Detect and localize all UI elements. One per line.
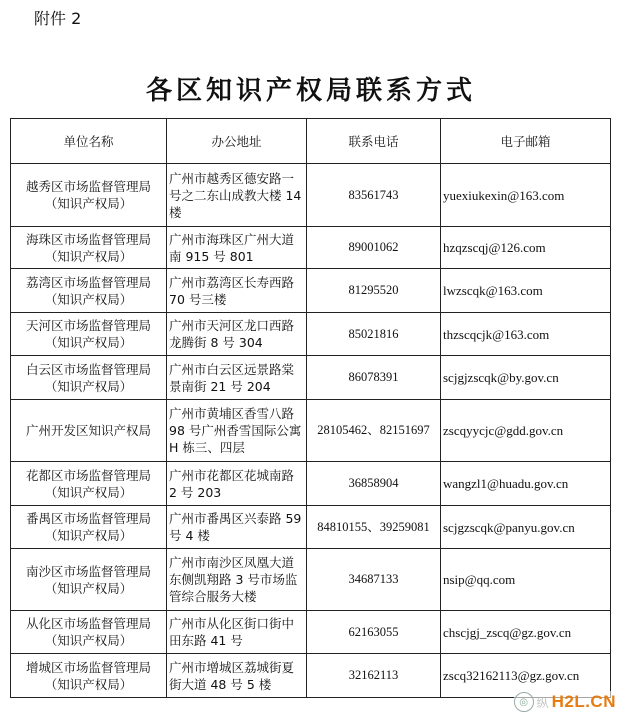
email-cell: thzscqcjk@163.com <box>441 313 611 356</box>
header-address: 办公地址 <box>167 119 307 164</box>
unit-cell <box>11 227 167 269</box>
unit-subname: （知识产权局） <box>44 528 133 543</box>
contacts-table <box>10 118 611 698</box>
phone-cell: 36858904 <box>307 462 441 506</box>
unit-subname: （知识产权局） <box>44 484 133 500</box>
unit-name: 荔湾区市场监督管理局 <box>25 274 151 290</box>
phone-cell: 89001062 <box>307 227 441 269</box>
unit-cell <box>11 313 167 356</box>
unit-subname: （知识产权局） <box>44 633 133 648</box>
address-cell: 广州市白云区远景路棠景南街 21 号 204 <box>167 356 307 400</box>
email-cell: scjgjzscqk@by.gov.cn <box>441 356 611 400</box>
table-row <box>11 227 611 269</box>
unit-cell <box>11 356 167 400</box>
phone-cell: 83561743 <box>307 164 441 227</box>
attachment-label: 附件 2 <box>34 9 82 28</box>
table-row <box>11 356 611 400</box>
unit-cell <box>11 549 167 611</box>
watermark-brand: H2L.CN <box>551 692 616 711</box>
address-cell: 广州市黄埔区香雪八路 98 号广州香雪国际公寓 H 栋三、四层 <box>167 400 307 462</box>
unit-cell <box>11 506 167 549</box>
email-cell: scjgzscqk@panyu.gov.cn <box>441 506 611 549</box>
unit-name: 天河区市场监督管理局 <box>25 318 151 333</box>
table-row <box>11 164 611 227</box>
phone-cell: 86078391 <box>307 356 441 400</box>
page-title: 各区知识产权局联系方式 <box>145 76 476 106</box>
unit-cell <box>11 400 167 462</box>
email-cell: lwzscqk@163.com <box>441 269 611 313</box>
address-cell: 广州市南沙区凤凰大道东侧凯翔路 3 号市场监管综合服务大楼 <box>167 549 307 611</box>
unit-subname: （知识产权局） <box>44 196 133 211</box>
phone-cell: 84810155、39259081 <box>307 506 441 549</box>
table-row <box>11 611 611 654</box>
table-row <box>11 400 611 462</box>
table-header-row <box>11 119 611 164</box>
unit-name: 花都区市场监督管理局 <box>25 467 151 483</box>
email-cell: nsip@qq.com <box>441 549 611 611</box>
email-cell: zscqyycjc@gdd.gov.cn <box>441 400 611 462</box>
phone-cell: 34687133 <box>307 549 441 611</box>
phone-cell: 85021816 <box>307 313 441 356</box>
unit-name: 番禺区市场监督管理局 <box>25 511 151 526</box>
unit-name: 广州开发区知识产权局 <box>25 423 151 438</box>
address-cell: 广州市越秀区德安路一号之二东山成教大楼 14 楼 <box>167 164 307 227</box>
table-row <box>11 313 611 356</box>
table-row <box>11 462 611 506</box>
header-unit: 单位名称 <box>11 119 167 164</box>
table-row <box>11 269 611 313</box>
unit-subname: （知识产权局） <box>44 291 133 307</box>
unit-name: 海珠区市场监督管理局 <box>25 231 151 247</box>
header-email: 电子邮箱 <box>441 119 611 164</box>
watermark-text: 纵 <box>536 695 549 710</box>
phone-cell: 32162113 <box>307 654 441 698</box>
unit-name: 从化区市场监督管理局 <box>25 616 151 631</box>
watermark <box>514 691 616 713</box>
unit-name: 增城区市场监督管理局 <box>25 659 151 675</box>
wechat-badge-icon: ◎ <box>514 692 534 712</box>
unit-subname: （知识产权局） <box>44 676 133 692</box>
email-cell: hzqzscqj@126.com <box>441 227 611 269</box>
unit-subname: （知识产权局） <box>44 335 133 350</box>
header-phone: 联系电话 <box>307 119 441 164</box>
unit-cell <box>11 269 167 313</box>
unit-name: 南沙区市场监督管理局 <box>25 563 151 579</box>
address-cell: 广州市从化区街口街中田东路 41 号 <box>167 611 307 654</box>
address-cell: 广州市花都区花城南路 2 号 203 <box>167 462 307 506</box>
unit-name: 越秀区市场监督管理局 <box>25 179 151 194</box>
address-cell: 广州市荔湾区长寿西路 70 号三楼 <box>167 269 307 313</box>
unit-cell <box>11 462 167 506</box>
unit-name: 白云区市场监督管理局 <box>25 361 151 377</box>
email-cell: wangzl1@huadu.gov.cn <box>441 462 611 506</box>
address-cell: 广州市天河区龙口西路龙腾街 8 号 304 <box>167 313 307 356</box>
email-cell: chscjgj_zscq@gz.gov.cn <box>441 611 611 654</box>
phone-cell: 28105462、82151697 <box>307 400 441 462</box>
unit-subname: （知识产权局） <box>44 378 133 394</box>
phone-cell: 62163055 <box>307 611 441 654</box>
unit-subname: （知识产权局） <box>44 580 133 596</box>
address-cell: 广州市增城区荔城街夏街大道 48 号 5 楼 <box>167 654 307 698</box>
table-body <box>11 164 611 698</box>
table-row <box>11 506 611 549</box>
unit-cell <box>11 164 167 227</box>
address-cell: 广州市海珠区广州大道南 915 号 801 <box>167 227 307 269</box>
email-cell: zscq32162113@gz.gov.cn <box>441 654 611 698</box>
email-cell: yuexiukexin@163.com <box>441 164 611 227</box>
unit-subname: （知识产权局） <box>44 248 133 264</box>
table-row <box>11 549 611 611</box>
phone-cell: 81295520 <box>307 269 441 313</box>
unit-cell <box>11 654 167 698</box>
address-cell: 广州市番禺区兴泰路 59 号 4 楼 <box>167 506 307 549</box>
unit-cell <box>11 611 167 654</box>
